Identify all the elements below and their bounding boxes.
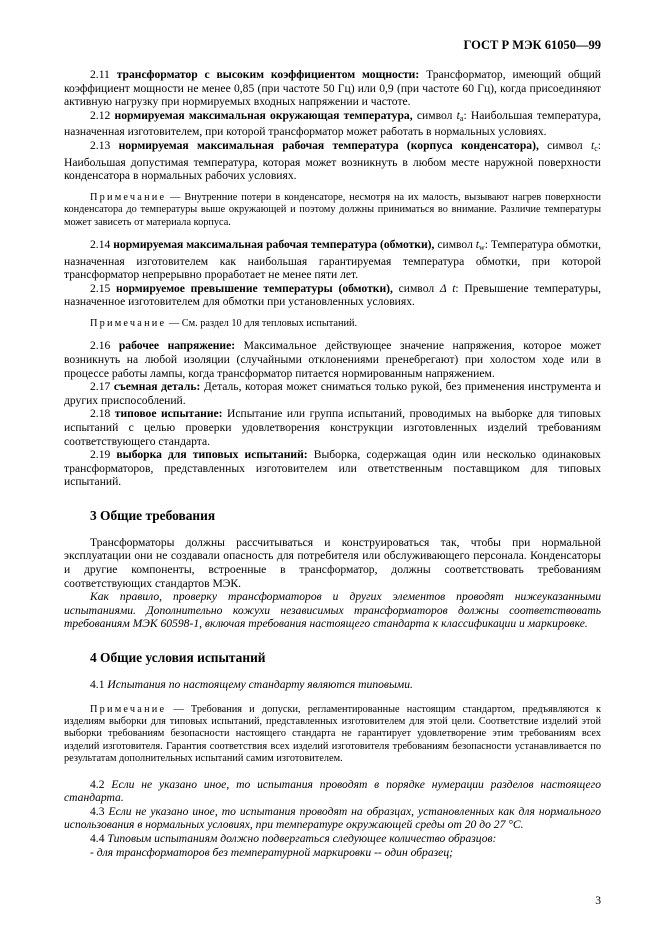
note-text: — См. раздел 10 для тепловых испытаний. [168, 317, 358, 329]
note-text: — Внутренние потери в конденсаторе, несмотря на их малость, вызывают нагрев поверхности конденсатора до температуры выше окружающей и поэтому должны приниматься во внимание. Различие температуры может зависеть от материала корпуса. [64, 191, 602, 228]
clause-2-14 [64, 238, 601, 282]
clause-2-15 [64, 282, 601, 309]
term: трансформатор с высоким коэффициентом мощности: [116, 68, 420, 81]
section-3-paragraph-1: Трансформаторы должны рассчитываться и конструироваться так, чтобы при нормальной эксплуатации они не создавали опасность для потребителя или обслуживающего персонала. Конденсаторы и другие компоненты, встроенные в трансформатор, должны соответствовать требованиям соответствующих стандартов МЭК. [64, 535, 601, 590]
section-3-paragraph-2 [64, 590, 601, 631]
clause-number: 4.2 [90, 777, 105, 791]
note-2 [64, 318, 601, 330]
term: выборка для типовых испытаний: [116, 448, 308, 462]
definition: Трансформатор, имеющий общий коэффициент мощности не менее 0,85 (при частоте 50 Гц) или 0,9 (при частоте 60 Гц), когда присоединяют активную нагрузку при нормируемых входных напряжении и частоте. [64, 68, 602, 109]
term: нормируемая максимальная рабочая температура (корпуса конденсатора), [118, 138, 539, 152]
page-number: 3 [595, 894, 601, 907]
list-item-text: - для трансформаторов без температурной маркировки -- один образец; [90, 845, 453, 859]
definition: : Наибольшая температура, назначенная изготовителем, при которой трансформатор может работать в нормальных условиях. [64, 108, 601, 139]
clause-number: 2.16 [90, 339, 111, 353]
clause-2-17 [64, 380, 601, 407]
running-header: ГОСТ Р МЭК 61050—99 [463, 38, 601, 52]
note-label: Примечание [90, 317, 167, 329]
clause-number: 2.14 [90, 237, 111, 251]
term: съемная деталь: [113, 380, 201, 394]
clause-4-3 [64, 805, 601, 832]
clause-text: Типовым испытаниям должно подвергаться следующее количество образцов: [107, 832, 497, 846]
definition: Выборка, содержащая один или несколько одинаковых трансформаторов, представленных изготовителем или ответственным поставщиком для типовых испытаний. [64, 448, 601, 489]
clause-2-19 [64, 448, 601, 489]
clause-2-18 [64, 407, 601, 448]
list-item [64, 846, 601, 860]
symbol-label: символ [547, 138, 583, 152]
note-label: Примечание [90, 191, 167, 203]
clause-number: 2.19 [90, 448, 111, 462]
symbol-label: символ [398, 281, 435, 295]
clause-4-4 [64, 832, 601, 846]
term: рабочее напряжение: [118, 339, 236, 353]
term: типовое испытание: [114, 407, 223, 421]
clause-number: 2.11 [90, 68, 110, 81]
clause-text: Испытания по настоящему стандарту являются типовыми. [107, 678, 413, 692]
clause-4-1 [64, 678, 601, 692]
definition: Испытание или группа испытаний, проводимых на выборке для типовых испытаний с целью проверки удовлетворения конструкции изготовленных изделий требованиям соответствующего стандарта. [64, 407, 601, 448]
symbol-subscript: a [459, 113, 464, 123]
clause-number: 2.12 [90, 108, 111, 122]
clause-2-12 [64, 109, 601, 139]
symbol-subscript: w [479, 242, 485, 252]
clause-number: 4.3 [90, 804, 105, 818]
symbol: t [456, 108, 460, 122]
clause-text: Если не указано иное, то испытания проводят на образцах, установленных как для нормального использования в нормальных условиях, при температуре окружающей среды от 20 до 27 °С. [64, 804, 601, 832]
symbol-label: символ [416, 108, 453, 122]
symbol: t [590, 138, 595, 152]
clause-2-13 [64, 139, 601, 183]
clause-number: 2.17 [90, 380, 111, 394]
symbol-subscript: c [594, 143, 598, 153]
definition: : Температура обмотки, назначенная изготовителем как наибольшая гарантируемая температура обмотки, при которой трансформатор непрерывно проработает не менее пяти лет. [64, 237, 601, 282]
clause-text: Если не указано иное, то испытания проводят в порядке нумерации разделов настоящего стандарта. [64, 777, 601, 805]
clause-4-2 [64, 778, 601, 805]
term: нормируемое превышение температуры (обмотки), [116, 281, 393, 295]
symbol: t [475, 237, 480, 251]
symbol: Δ t [439, 281, 456, 295]
italic-text: Как правило, проверку трансформаторов и других элементов проводят нижеуказанными испытаниями. Дополнительно кожухи независимых трансформаторов должны соответствовать требованиям МЭК 60598-1, включая требования настоящего стандарта к классификации и маркировке. [64, 590, 601, 631]
clause-number: 2.13 [90, 138, 111, 152]
term: нормируемая максимальная окружающая температура, [114, 108, 413, 122]
clause-2-11 [64, 68, 601, 109]
note-text: — Требования и допуски, регламентированные настоящим стандартом, предъявляются к изделиям выборки для типовых испытаний, представленных изготовителем для этой цели. Соответствие изделий этой выборки требованиям безопасности настоящего стандарта не гарантирует удовлетворение этим требованиям всех изделий изготовителя. Гарантия соответствия всех изделий изготовителя требованиям безопасности устанавливается по результатам дополнительных испытаний самим изготовителем. [64, 703, 601, 765]
definition: : Превышение температуры, назначенное изготовителем для обмотки при установленных условиях. [64, 281, 602, 309]
section-3-heading: 3 Общие требования [90, 507, 216, 523]
clause-number: 2.15 [90, 281, 111, 295]
note-label: Примечание [90, 703, 167, 715]
term: нормируемая максимальная рабочая температура (обмотки), [113, 237, 435, 251]
definition: Максимальное действующее значение напряжения, которое может возникнуть на любой изоляции (случайными отклонениями пренебрегают) при холостом ходе или в процессе работы лампы, когда трансформатор питается нормированным напряжением. [64, 339, 601, 380]
clause-number: 4.1 [90, 678, 105, 692]
definition: Деталь, которая может сниматься только рукой, без применения инструмента и других приспособлений. [64, 380, 601, 407]
clause-number: 2.18 [90, 407, 111, 421]
document-page [64, 38, 601, 859]
note-3 [64, 704, 601, 766]
section-4-heading: 4 Общие условия испытаний [90, 650, 266, 666]
clause-2-16 [64, 339, 601, 380]
clause-number: 4.4 [90, 832, 105, 846]
definition: : Наибольшая допустимая температура, которая может возникнуть в любом месте наружной поверхности конденсатора в нормальных рабочих условиях. [64, 138, 601, 183]
symbol-label: символ [437, 237, 473, 251]
note-1 [64, 192, 601, 229]
